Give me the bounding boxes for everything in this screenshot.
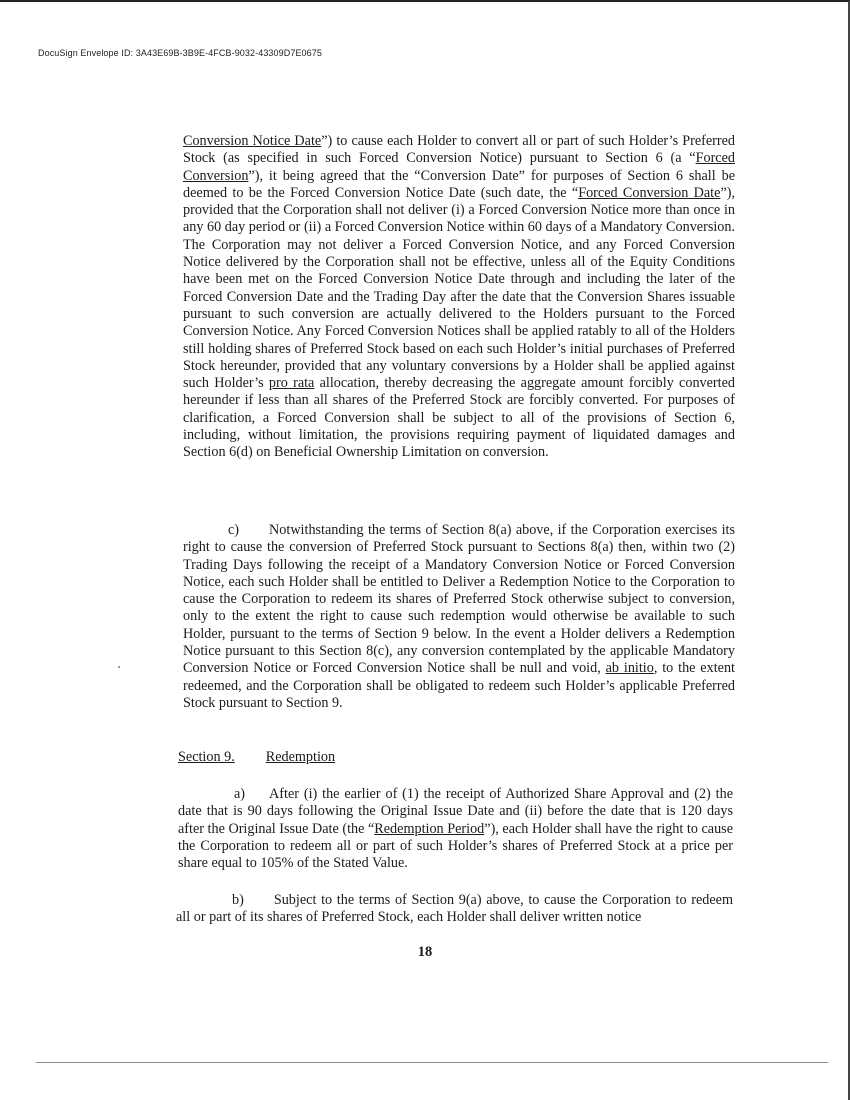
- section-heading: [178, 749, 335, 766]
- section-title: Redemption: [265, 749, 336, 765]
- scan-speck: [118, 666, 120, 668]
- paragraph-label-a: a): [234, 786, 246, 802]
- paragraph-label-c: c): [228, 522, 240, 538]
- defined-term-forced-conversion: Forced Conversion: [183, 150, 735, 184]
- defined-term-forced-conversion-date: Forced Conversion Date: [578, 184, 721, 201]
- term-pro-rata: pro rata: [268, 375, 315, 392]
- paragraph-9b: b) Subject to the terms of Section 9(a) above, to cause the Corporation to redeem all or part of its shares of Preferred Stock, each Holder shall deliver written notice: [176, 892, 733, 926]
- docusign-envelope-id: DocuSign Envelope ID: 3A43E69B-3B9E-4FCB-9032-43309D7E0675: [38, 48, 322, 58]
- footer-rule: [36, 1062, 828, 1063]
- defined-term-redemption-period: Redemption Period: [374, 820, 485, 837]
- section-number: Section 9.: [178, 749, 235, 765]
- paragraph-forced-conversion: Conversion Notice Date”) to cause each Holder to convert all or part of such Holder’s Preferred Stock (as specified in such Forced Conversion Notice) pursuant to Section 6 (a “Forced Conversion”), it being agreed that the “Conversion Date” for purposes of Section 6 shall be deemed to be the Forced Conversion Notice Date (such date, the “Forced Conversion Date”), provided that the Corporation shall not deliver (i) a Forced Conversion Notice more than once in any 60 day period or (ii) a Forced Conversion Notice within 60 days of a Mandatory Conversion. The Corporation may not deliver a Forced Conversion Notice, and any Forced Conversion Notice delivered by the Corporation shall not be effective, unless all of the Equity Conditions have been met on the Forced Conversion Notice Date through and including the later of the Forced Conversion Date and the Trading Day after the date that the Conversion Shares issuable pursuant to such conversion are actually delivered to the Holders pursuant to the Forced Conversion Notice. Any Forced Conversion Notices shall be applied ratably to all of the Holders still holding shares of Preferred Stock based on each such Holder’s initial purchases of Preferred Stock hereunder, provided that any voluntary conversions by a Holder shall be applied against such Holder’s pro rata allocation, thereby decreasing the aggregate amount forcibly converted hereunder if less than all shares of the Preferred Stock are forcibly converted. For purposes of clarification, a Forced Conversion shall be subject to all of the provisions of Section 6, including, without limitation, the provisions requiring payment of liquidated damages and Section 6(d) on Beneficial Ownership Limitation on conversion.: [183, 133, 736, 461]
- paragraph-8c: c) Notwithstanding the terms of Section 8(a) above, if the Corporation exercises its right to cause the conversion of Preferred Stock pursuant to Sections 8(a) then, within two (2) Trading Days following the receipt of a Mandatory Conversion Notice or Forced Conversion Notice, each such Holder shall be entitled to Deliver a Redemption Notice to the Corporation to cause the Corporation to redeem its shares of Preferred Stock otherwise subject to conversion, only to the extent the right to cause such redemption would otherwise be available to such Holder, pursuant to the terms of Section 9 below. In the event a Holder delivers a Redemption Notice pursuant to this Section 8(c), any conversion contemplated by the applicable Mandatory Conversion Notice or Forced Conversion Notice shall be null and void, ab initio, to the extent redeemed, and the Corporation shall be obligated to redeem such Holder’s applicable Preferred Stock pursuant to Section 9.: [183, 522, 735, 711]
- paragraph-9a: a) After (i) the earlier of (1) the receipt of Authorized Share Approval and (2) the date that is 90 days following the Original Issue Date and (ii) before the date that is 120 days after the Original Issue Date (the “Redemption Period”), each Holder shall have the right to cause the Corporation to redeem all or part of such Holder’s shares of Preferred Stock at a price per share equal to 105% of the Stated Value.: [178, 786, 733, 872]
- paragraph-label-b: b): [232, 892, 244, 908]
- page-number: 18: [417, 944, 433, 960]
- term-ab-initio: ab initio: [605, 660, 654, 677]
- defined-term-conversion-notice-date: Conversion Notice Date: [183, 133, 322, 149]
